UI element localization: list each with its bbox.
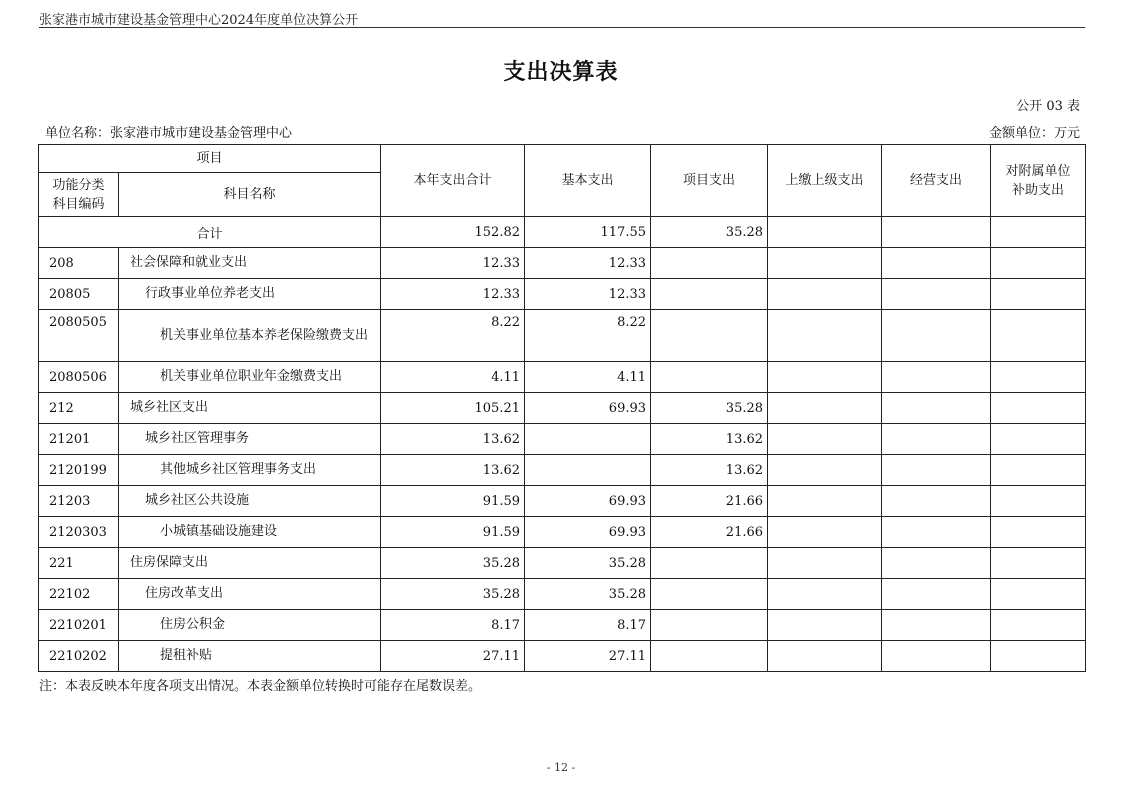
name-cell: 社会保障和就业支出: [119, 248, 381, 279]
code-cell: 2210202: [39, 641, 119, 672]
name-cell: 行政事业单位养老支出: [119, 279, 381, 310]
total-cell: 152.82: [381, 217, 525, 248]
name-cell: 机关事业单位基本养老保险缴费支出: [119, 310, 381, 362]
page-number: - 12 -: [546, 761, 576, 774]
total-cell: 12.33: [381, 248, 525, 279]
header-upper-payment: 上缴上级支出: [768, 145, 882, 217]
upper-cell: [768, 279, 882, 310]
subsidiary-cell: [991, 517, 1086, 548]
code-cell: 2120303: [39, 517, 119, 548]
total-cell: 13.62: [381, 424, 525, 455]
code-cell: 221: [39, 548, 119, 579]
upper-cell: [768, 548, 882, 579]
operating-cell: [882, 486, 991, 517]
total-cell: 4.11: [381, 362, 525, 393]
operating-cell: [882, 393, 991, 424]
total-cell: 35.28: [381, 548, 525, 579]
total-cell: 8.22: [381, 310, 525, 362]
project-cell: [651, 610, 768, 641]
header-subject-name: 科目名称: [119, 173, 381, 217]
table-row: [39, 310, 1086, 362]
header-operating: 经营支出: [882, 145, 991, 217]
name-cell: 城乡社区管理事务: [119, 424, 381, 455]
upper-cell: [768, 393, 882, 424]
total-cell: 35.28: [381, 579, 525, 610]
name-cell: 机关事业单位职业年金缴费支出: [119, 362, 381, 393]
name-cell: 提租补贴: [119, 641, 381, 672]
upper-cell: [768, 248, 882, 279]
header-project-expenditure: 项目支出: [651, 145, 768, 217]
subsidiary-cell: [991, 393, 1086, 424]
basic-cell: 35.28: [525, 548, 651, 579]
code-cell: 21201: [39, 424, 119, 455]
footnote: 注：本表反映本年度各项支出情况。本表金额单位转换时可能存在尾数误差。: [39, 679, 482, 694]
upper-cell: [768, 310, 882, 362]
upper-cell: [768, 362, 882, 393]
table-row: [39, 610, 1086, 641]
running-header: 张家港市城市建设基金管理中心2024年度单位决算公开: [39, 13, 359, 28]
operating-cell: [882, 310, 991, 362]
amount-unit: 金额单位：万元: [988, 126, 1080, 141]
header-func-code: 功能分类科目编码: [39, 173, 119, 217]
subsidiary-cell: [991, 579, 1086, 610]
operating-cell: [882, 424, 991, 455]
project-cell: 13.62: [651, 455, 768, 486]
project-cell: 13.62: [651, 424, 768, 455]
total-cell: 91.59: [381, 517, 525, 548]
basic-cell: 4.11: [525, 362, 651, 393]
code-cell: 2080506: [39, 362, 119, 393]
code-cell: 2210201: [39, 610, 119, 641]
expenditure-table: [38, 144, 1086, 672]
subsidiary-cell: [991, 310, 1086, 362]
name-cell: 住房保障支出: [119, 548, 381, 579]
table-row: [39, 486, 1086, 517]
total-label: 合计: [39, 217, 381, 248]
total-cell: 91.59: [381, 486, 525, 517]
upper-cell: [768, 579, 882, 610]
table-row: [39, 641, 1086, 672]
unit-name: 单位名称：张家港市城市建设基金管理中心: [45, 126, 293, 141]
header-project: 项目: [39, 145, 381, 173]
name-cell: 住房公积金: [119, 610, 381, 641]
code-cell: 2120199: [39, 455, 119, 486]
project-cell: [651, 248, 768, 279]
basic-cell: 12.33: [525, 248, 651, 279]
project-cell: 35.28: [651, 393, 768, 424]
operating-cell: [882, 248, 991, 279]
total-row: [39, 217, 1086, 248]
table-row: [39, 248, 1086, 279]
operating-cell: [882, 217, 991, 248]
operating-cell: [882, 610, 991, 641]
basic-cell: 69.93: [525, 486, 651, 517]
upper-cell: [768, 217, 882, 248]
operating-cell: [882, 641, 991, 672]
basic-cell: 27.11: [525, 641, 651, 672]
header-rule: [39, 27, 1085, 28]
subsidiary-cell: [991, 610, 1086, 641]
table-row: [39, 362, 1086, 393]
upper-cell: [768, 641, 882, 672]
name-cell: 住房改革支出: [119, 579, 381, 610]
total-cell: 27.11: [381, 641, 525, 672]
basic-cell: 35.28: [525, 579, 651, 610]
table-row: [39, 579, 1086, 610]
operating-cell: [882, 279, 991, 310]
code-cell: 208: [39, 248, 119, 279]
subsidiary-cell: [991, 362, 1086, 393]
code-cell: 2080505: [39, 310, 119, 362]
basic-cell: 8.17: [525, 610, 651, 641]
table-row: [39, 455, 1086, 486]
table-row: [39, 393, 1086, 424]
code-cell: 212: [39, 393, 119, 424]
subsidiary-cell: [991, 455, 1086, 486]
basic-cell: [525, 424, 651, 455]
subsidiary-cell: [991, 217, 1086, 248]
operating-cell: [882, 362, 991, 393]
basic-cell: 8.22: [525, 310, 651, 362]
project-cell: 35.28: [651, 217, 768, 248]
total-cell: 13.62: [381, 455, 525, 486]
name-cell: 城乡社区支出: [119, 393, 381, 424]
basic-cell: 69.93: [525, 517, 651, 548]
project-cell: [651, 579, 768, 610]
operating-cell: [882, 579, 991, 610]
code-cell: 22102: [39, 579, 119, 610]
code-cell: 21203: [39, 486, 119, 517]
subsidiary-cell: [991, 548, 1086, 579]
subsidiary-cell: [991, 248, 1086, 279]
code-cell: 20805: [39, 279, 119, 310]
table-row: [39, 517, 1086, 548]
upper-cell: [768, 455, 882, 486]
basic-cell: [525, 455, 651, 486]
name-cell: 城乡社区公共设施: [119, 486, 381, 517]
upper-cell: [768, 610, 882, 641]
basic-cell: 117.55: [525, 217, 651, 248]
upper-cell: [768, 486, 882, 517]
name-cell: 小城镇基础设施建设: [119, 517, 381, 548]
subsidiary-cell: [991, 424, 1086, 455]
table-row: [39, 279, 1086, 310]
header-subsidiary: 对附属单位补助支出: [991, 145, 1086, 217]
name-cell: 其他城乡社区管理事务支出: [119, 455, 381, 486]
project-cell: [651, 362, 768, 393]
basic-cell: 12.33: [525, 279, 651, 310]
project-cell: 21.66: [651, 486, 768, 517]
subsidiary-cell: [991, 641, 1086, 672]
total-cell: 8.17: [381, 610, 525, 641]
table-row: [39, 424, 1086, 455]
project-cell: [651, 548, 768, 579]
project-cell: [651, 641, 768, 672]
total-cell: 105.21: [381, 393, 525, 424]
operating-cell: [882, 548, 991, 579]
table-row: [39, 548, 1086, 579]
project-cell: [651, 279, 768, 310]
subsidiary-cell: [991, 279, 1086, 310]
basic-cell: 69.93: [525, 393, 651, 424]
upper-cell: [768, 424, 882, 455]
table-code: 公开 03 表: [1016, 99, 1080, 114]
operating-cell: [882, 517, 991, 548]
project-cell: [651, 310, 768, 362]
subsidiary-cell: [991, 486, 1086, 517]
header-basic: 基本支出: [525, 145, 651, 217]
upper-cell: [768, 517, 882, 548]
total-cell: 12.33: [381, 279, 525, 310]
page-title: 支出决算表: [503, 60, 619, 85]
header-total: 本年支出合计: [381, 145, 525, 217]
project-cell: 21.66: [651, 517, 768, 548]
operating-cell: [882, 455, 991, 486]
